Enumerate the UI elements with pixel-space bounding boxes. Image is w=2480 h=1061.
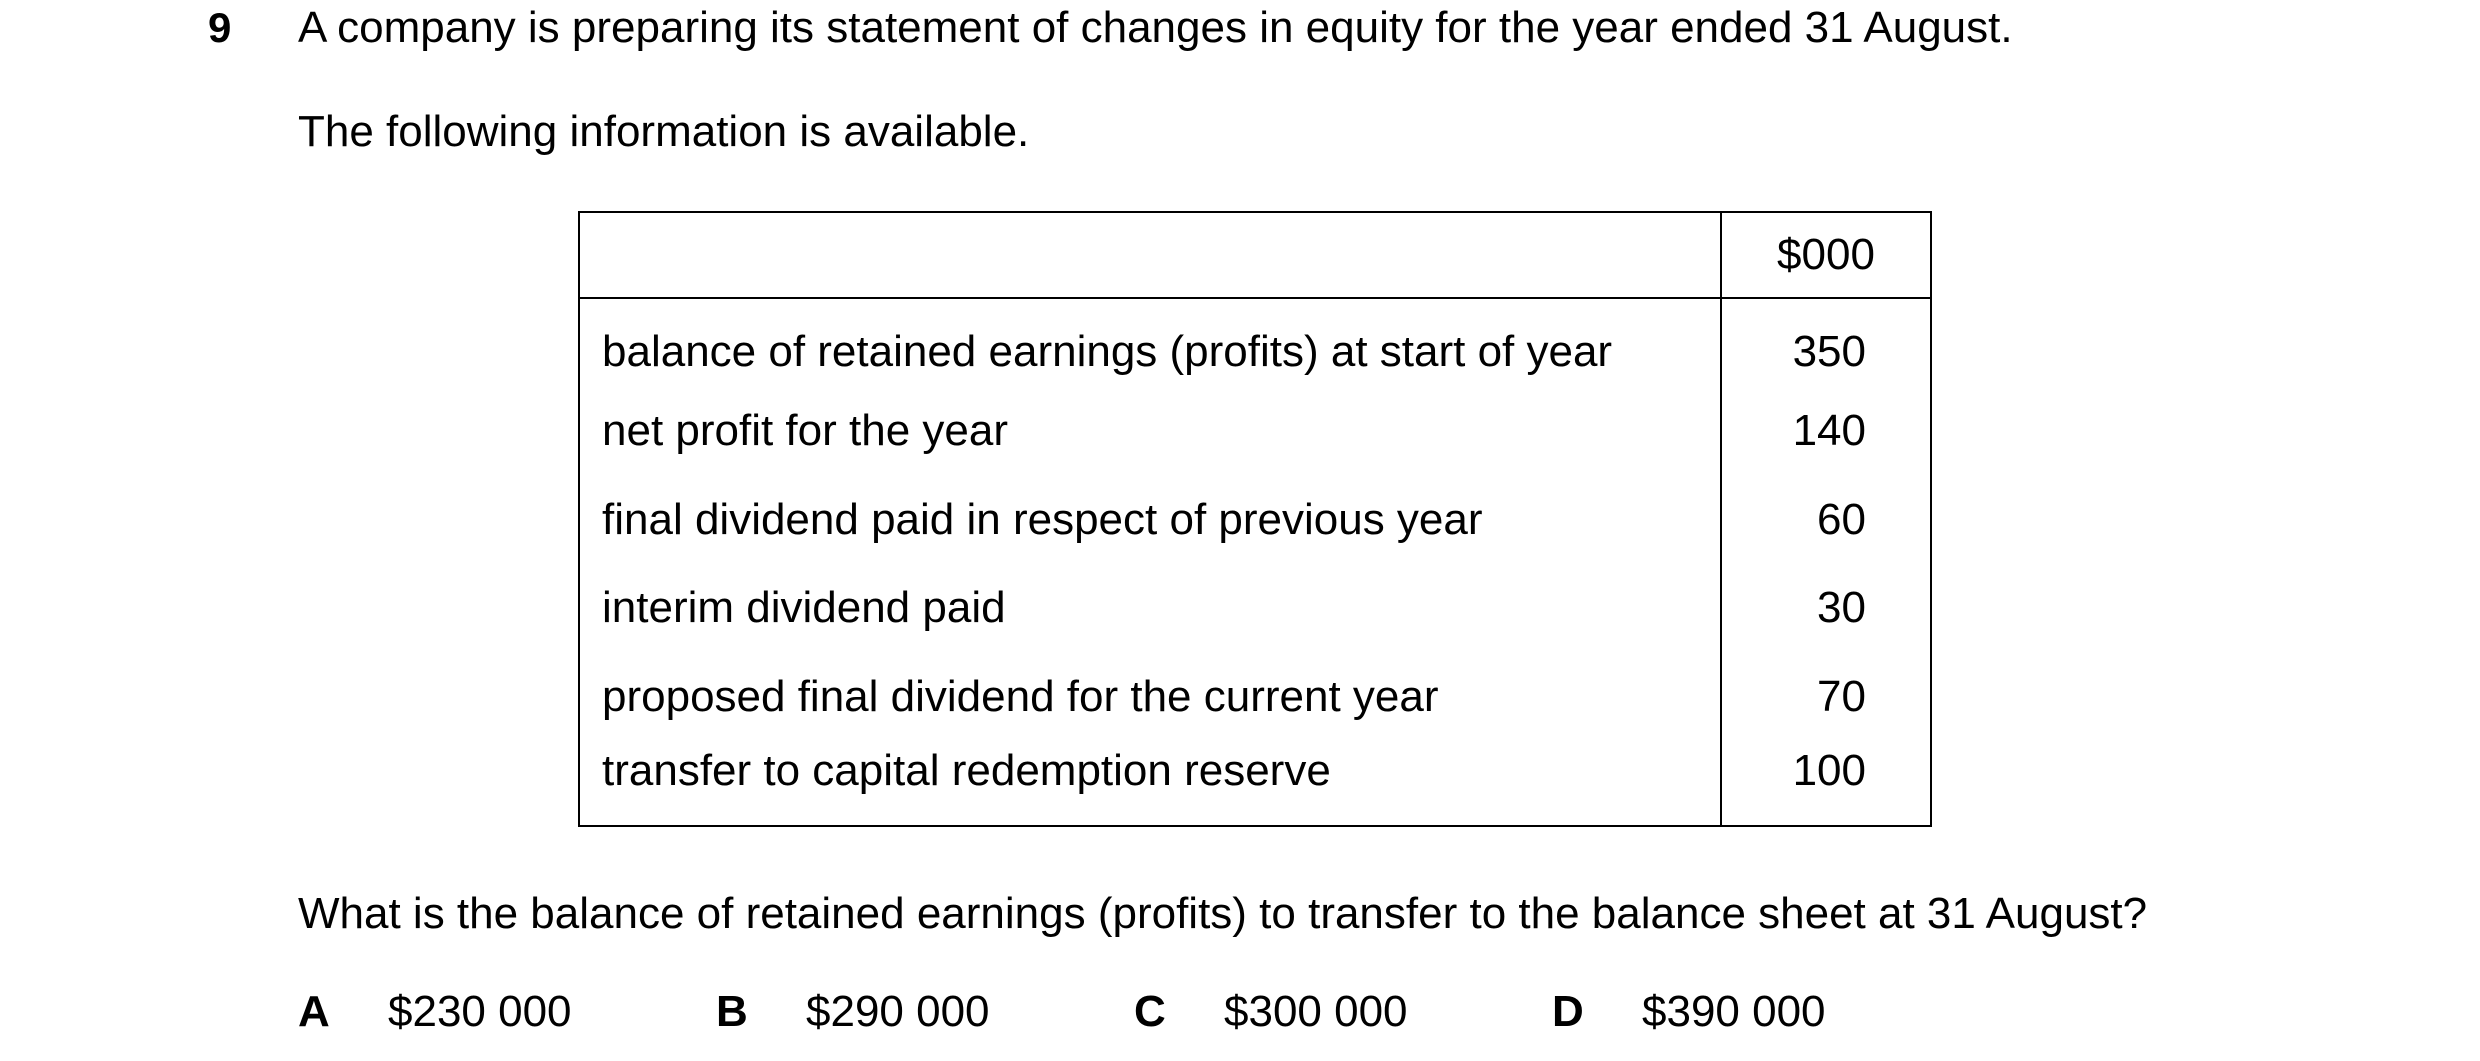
option-c[interactable]	[1134, 986, 1408, 1038]
table-header-row	[579, 212, 1931, 298]
question-number: 9	[208, 4, 232, 51]
option-text: $290 000	[806, 987, 990, 1036]
table-row	[579, 564, 1931, 653]
table-row	[579, 653, 1931, 742]
row-value: 60	[1721, 476, 1931, 565]
row-value: 30	[1721, 564, 1931, 653]
row-label: proposed final dividend for the current year	[579, 653, 1721, 742]
option-letter: D	[1552, 987, 1584, 1036]
table-row	[579, 298, 1931, 387]
row-value: 100	[1721, 741, 1931, 826]
option-letter: B	[716, 987, 748, 1036]
option-a[interactable]	[298, 986, 572, 1038]
table-row	[579, 741, 1931, 826]
option-letter: C	[1134, 987, 1166, 1036]
row-value: 70	[1721, 653, 1931, 742]
option-text: $300 000	[1224, 987, 1408, 1036]
row-value: 350	[1721, 298, 1931, 387]
option-letter: A	[298, 987, 330, 1036]
option-b[interactable]	[716, 986, 990, 1038]
table-header-label	[579, 212, 1721, 298]
row-value: 140	[1721, 387, 1931, 476]
option-d[interactable]	[1552, 986, 1826, 1038]
table-row	[579, 387, 1931, 476]
option-text: $230 000	[388, 987, 572, 1036]
row-label: balance of retained earnings (profits) at start of year	[579, 298, 1721, 387]
row-label: interim dividend paid	[579, 564, 1721, 653]
option-text: $390 000	[1642, 987, 1826, 1036]
table-row	[579, 476, 1931, 565]
row-label: final dividend paid in respect of previous year	[579, 476, 1721, 565]
question-intro: The following information is available.	[298, 107, 1030, 156]
question-prompt: What is the balance of retained earnings (profits) to transfer to the balance sheet at 31 August?	[298, 889, 2148, 938]
row-label: net profit for the year	[579, 387, 1721, 476]
row-label: transfer to capital redemption reserve	[579, 741, 1721, 826]
table-header-unit: $000	[1721, 212, 1931, 298]
information-table	[578, 211, 1932, 827]
question-stem: A company is preparing its statement of changes in equity for the year ended 31 August.	[298, 3, 2013, 52]
